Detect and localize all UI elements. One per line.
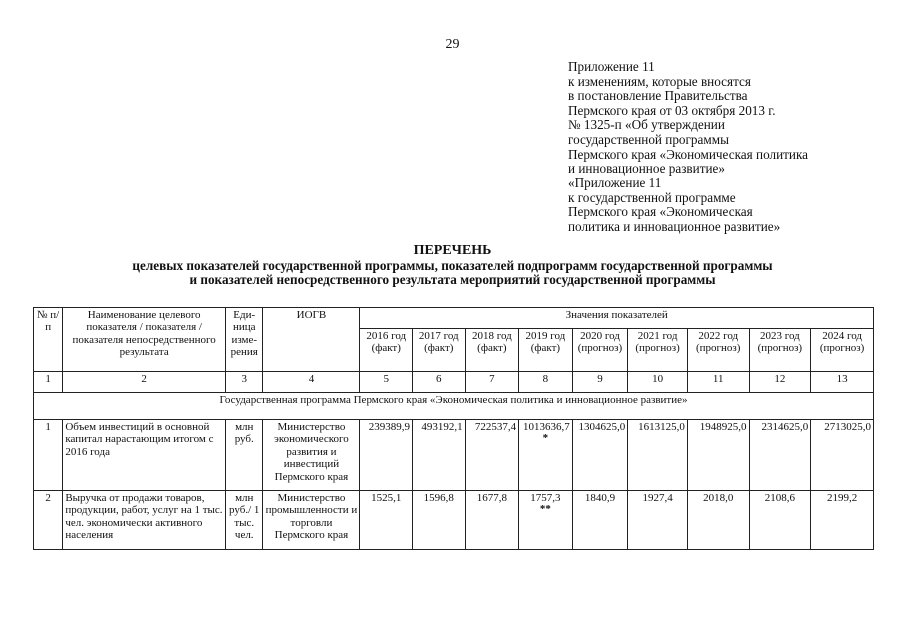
table-row bbox=[34, 420, 874, 491]
column-number: 13 bbox=[811, 372, 874, 393]
header-year: 2023 год (прогноз) bbox=[749, 329, 811, 372]
column-number: 7 bbox=[465, 372, 519, 393]
appendix-line: № 1325-п «Об утверждении bbox=[568, 117, 725, 133]
table-row bbox=[34, 491, 874, 550]
header-iogv: ИОГВ bbox=[263, 308, 360, 372]
program-title: Государственная программа Пермского края «Экономическая политика и инновационное развитие» bbox=[34, 393, 874, 420]
row-num: 2 bbox=[34, 491, 63, 550]
appendix-line: и инновационное развитие» bbox=[568, 161, 725, 177]
column-number: 8 bbox=[519, 372, 573, 393]
title-line-2: целевых показателей государственной программы, показателей подпрограмм государственной программы bbox=[132, 257, 773, 273]
column-number: 3 bbox=[226, 372, 263, 393]
header-year: 2018 год (факт) bbox=[465, 329, 519, 372]
column-number-row bbox=[34, 372, 874, 393]
row-value: 1304625,0 bbox=[572, 420, 628, 491]
row-value: 239389,9 bbox=[360, 420, 413, 491]
row-value-2019 bbox=[519, 420, 573, 491]
appendix-line: к изменениям, которые вносятся bbox=[568, 73, 751, 89]
page-number: 29 bbox=[445, 37, 460, 52]
row-value: 722537,4 bbox=[465, 420, 519, 491]
appendix2-line: к государственной программе bbox=[568, 189, 736, 205]
row-unit: млн руб. bbox=[226, 420, 263, 491]
appendix-line: Приложение 11 bbox=[568, 59, 655, 74]
column-number: 2 bbox=[63, 372, 226, 393]
row-value: 493192,1 bbox=[413, 420, 466, 491]
row-unit: млн руб./ 1 тыс. чел. bbox=[226, 491, 263, 550]
appendix2-line: Пермского края «Экономическая bbox=[568, 204, 753, 220]
row-name: Объем инвестиций в основной капитал нарастающим итогом с 2016 года bbox=[63, 420, 226, 491]
row-value: 1840,9 bbox=[572, 491, 628, 550]
row-value: 2018,0 bbox=[687, 491, 749, 550]
appendix2-line: «Приложение 11 bbox=[568, 175, 662, 190]
appendix2-line: политика и инновационное развитие» bbox=[568, 218, 781, 234]
header-name: Наименование целевого показателя / показателя / показателя непосредственного результата bbox=[63, 308, 226, 372]
header-year: 2024 год (прогноз) bbox=[811, 329, 874, 372]
row-num: 1 bbox=[34, 420, 63, 491]
header-year: 2017 год (факт) bbox=[413, 329, 466, 372]
title-line-3: и показателей непосредственного результата мероприятий государственной программы bbox=[189, 272, 716, 287]
footnote-marker: ** bbox=[539, 503, 551, 516]
row-value: 1613125,0 bbox=[628, 420, 688, 491]
indicators-table bbox=[33, 307, 874, 550]
appendix-block bbox=[568, 60, 808, 177]
appendix-line: Пермского края от 03 октября 2013 г. bbox=[568, 102, 776, 118]
row-value: 2314625,0 bbox=[749, 420, 811, 491]
column-number: 9 bbox=[572, 372, 628, 393]
column-number: 10 bbox=[628, 372, 688, 393]
title-line-1: ПЕРЕЧЕНЬ bbox=[413, 243, 492, 258]
column-number: 6 bbox=[413, 372, 466, 393]
row-value: 1948925,0 bbox=[687, 420, 749, 491]
header-values-group: Значения показателей bbox=[360, 308, 874, 329]
row-value: 1596,8 bbox=[413, 491, 466, 550]
header-unit: Еди-ница изме-рения bbox=[226, 308, 263, 372]
row-name: Выручка от продажи товаров, продукции, работ, услуг на 1 тыс. чел. экономически активного населения bbox=[63, 491, 226, 550]
row-value-2019 bbox=[519, 491, 573, 550]
column-number: 1 bbox=[34, 372, 63, 393]
header-year: 2019 год (факт) bbox=[519, 329, 573, 372]
document-title bbox=[0, 244, 905, 288]
row-value: 1013636,7 bbox=[522, 421, 570, 433]
row-value: 1927,4 bbox=[628, 491, 688, 550]
row-value: 1677,8 bbox=[465, 491, 519, 550]
header-year: 2016 год (факт) bbox=[360, 329, 413, 372]
column-number: 5 bbox=[360, 372, 413, 393]
column-number: 11 bbox=[687, 372, 749, 393]
appendix-block-2 bbox=[568, 176, 780, 234]
row-iogv: Министерство промышленности и торговли Пермского края bbox=[263, 491, 360, 550]
program-row bbox=[34, 393, 874, 420]
header-year: 2022 год (прогноз) bbox=[687, 329, 749, 372]
appendix-line: Пермского края «Экономическая политика bbox=[568, 146, 809, 162]
row-iogv: Министерство экономического развития и инвестиций Пермского края bbox=[263, 420, 360, 491]
appendix-line: в постановление Правительства bbox=[568, 88, 748, 104]
appendix-line: государственной программы bbox=[568, 131, 729, 147]
header-num: № п/п bbox=[34, 308, 63, 372]
table-header-row-1 bbox=[34, 308, 874, 329]
header-year: 2021 год (прогноз) bbox=[628, 329, 688, 372]
header-year: 2020 год (прогноз) bbox=[572, 329, 628, 372]
row-value: 1757,3 bbox=[530, 492, 561, 504]
column-number: 4 bbox=[263, 372, 360, 393]
column-number: 12 bbox=[749, 372, 811, 393]
row-value: 2108,6 bbox=[749, 491, 811, 550]
row-value: 2713025,0 bbox=[811, 420, 874, 491]
footnote-marker: * bbox=[542, 432, 549, 445]
row-value: 2199,2 bbox=[811, 491, 874, 550]
row-value: 1525,1 bbox=[360, 491, 413, 550]
